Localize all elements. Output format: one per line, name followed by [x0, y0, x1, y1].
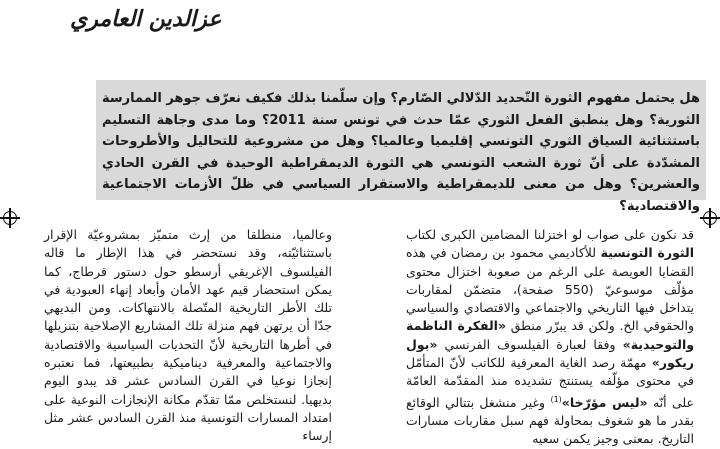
paragraph-text: قد نكون على صواب لو اختزلنا المضامين الكبرى لكتاب — [406, 227, 694, 242]
paragraph-text: مهمّة رصد الغاية المعرفية للكاتب لأنّ المتأمّل في محتوى مؤلّفه يستنتج تشديده منذ المقدّمة العامّة على أنّه — [406, 355, 694, 410]
paragraph-text: للأكاديمي محمود بن رمضان في هذه القضايا العويصة على الرغم من صعوبة اختزال محتوى مؤلّف موسوعيّ (550 صفحة)، متضمّن لمقاربات يتداخل فيها التاريخي والاجتماعي والاقتصادي والسياسي والحقوقي الخ. ولكن قد يبرّر منطق — [406, 245, 695, 334]
footnote-ref: (1) — [550, 394, 562, 404]
quoted-name: «بول ريكور» — [406, 336, 694, 371]
body-column-left — [44, 226, 332, 446]
paragraph-text: وغير منشغل بتتالي الوقائع بقدر ما هو شغوف بمحاولة فهم سبل مقاربات مسارات التاريخ. بمعنى وجيز يكمن سعيه — [406, 394, 694, 447]
quoted-term: «الفكرة الناظمة والتوحيدية» — [406, 318, 694, 352]
registration-mark-left-icon — [3, 211, 17, 225]
registration-mark-right-icon — [703, 211, 717, 225]
quoted-term: «ليس مؤرّخا» — [561, 394, 648, 410]
book-title: الثورة التونسية — [600, 245, 695, 261]
body-column-right — [406, 226, 694, 449]
paragraph-text: وعالميا، منطلقا من إرث متميّز بمشروعيّة الإقرار باستثنائيّته، وقد نستحضر في هذا الإطار ما قاله الفيلسوف الإغريقي أرسطو حول دستور قرطاج، كما يمكن استحضار قيم عهد الأمان وأبعاد إنهاء العبودية في تلك الأطر التاريخية المتّصلة بالانتهاكات. ومن البديهي جدّا أن يرتهن فهم منزلة تلك المشاريع الإصلاحية بتنزيلها في أطرها التاريخية لأنّ التحديات السياسية والاقتصادية والاجتماعية والمعرفية ديناميكية بطبيعتها، فما نعتبره إنجازا نوعيا في القرن السادس عشر قد يبدو اليوم بديهيا. لنستخلص ممّا تقدّم مكانة الإنجازات النوعية على امتداد المسارات التونسية منذ القرن السادس عشر مثل إرساء — [44, 227, 332, 444]
author-name: عزالدين العامري — [70, 6, 222, 32]
paragraph-text: وفقا لعبارة الفيلسوف الفرنسي — [444, 336, 616, 352]
abstract-text: هل يحتمل مفهوم الثورة التّحديد الدّلالي الصّارم؟ وإن سلّمنا بذلك فكيف نعرّف جوهر الممارسة الثورية؟ وهل ينطبق الفعل الثوري عمّا حدث في تونس سنة 2011؟ وما مدى وجاهة التسليم باستثنائية السياق الثوري التونسي إقليميا وعالميا؟ وهل من مشروعية للتحاليل والأطروحات المشدّدة على أنّ ثورة الشعب التونسي هي الثورة الديمقراطية الوحيدة في القرن الحادي والعشرين؟ وهل من معنى للديمقراطية والاستقرار السياسي في ظلّ الأزمات الاجتماعية والاقتصادية؟ — [102, 91, 700, 214]
